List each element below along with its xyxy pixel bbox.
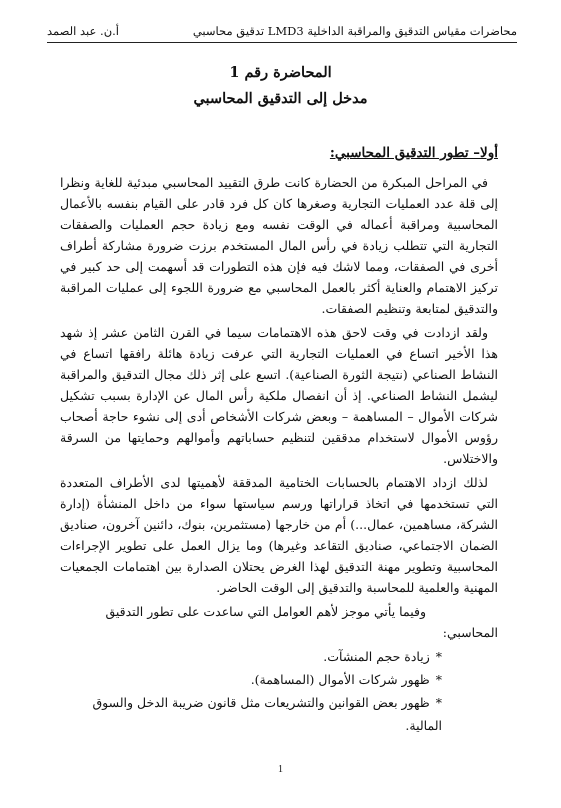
author-name: أ.ن. عبد الصمد bbox=[47, 24, 119, 38]
document-body bbox=[60, 140, 498, 737]
page-number: 1 bbox=[278, 764, 283, 775]
page-header bbox=[47, 20, 517, 43]
paragraph-2: ولقد ازدادت في وقت لاحق هذه الاهتمامات سيما في القرن الثامن عشر إذ شهد هذا الأخير اتساع في العمليات التجارية التي عرفت زيادة هائلة رافقها اتساع في النشاط الصناعي (نتيجة الثورة الصناعية). اتسع على إثر ذلك مجال التدقيق والمراقبة ليشمل النشاط الصناعي. إذ أن انفصال ملكية رأس المال عن الإدارة بسبب تشكيل شركات الأموال – المساهمة – وبعض شركات الأشخاص أدى إلى نشوء حاجة أصحاب رؤوس الأموال لاستخدام مدققين لتنظيم حساباتهم وأموالهم وحمايتها من السرقة والاختلاس. bbox=[60, 325, 498, 466]
factors-intro: وفيما يأتي موجز لأهم العوامل التي ساعدت على تطور التدقيق المحاسبي: bbox=[105, 604, 498, 640]
paragraph-3: لذلك ازداد الاهتمام بالحسابات الختامية المدققة لأهميتها لدى الأطراف المتعددة التي تستخدمها في اتخاذ قراراتها ورسم سياستها سواء من داخل المنشأة (إدارة الشركة، مساهمين، عمال...) أم من خارجها (مستثمرين، بنوك، دائنين آخرون، صناديق الضمان الاجتماعي، صناديق التقاعد وغيرها) وما يزال العمل على تطوير الإجراءات المحاسبية وتطوير مهنة التدقيق لهذا الغرض يحتلان الصدارة بين اهتمامات الجمعيات المهنية والعلمية للمحاسبة والتدقيق إلى الوقت الحاضر. bbox=[60, 475, 498, 595]
bullet-star-icon: * bbox=[435, 672, 442, 687]
bullet-star-icon: * bbox=[435, 649, 442, 664]
lecture-number: المحاضرة رقم 1 bbox=[229, 64, 332, 81]
lecture-title: مدخل إلى التدقيق المحاسبي bbox=[193, 90, 368, 107]
course-title: محاضرات مقياس التدقيق والمراقبة الداخلية LMD3 تدقيق محاسبي bbox=[192, 24, 517, 38]
list-item: *زيادة حجم المنشآت. bbox=[323, 649, 442, 664]
paragraph-1: في المراحل المبكرة من الحضارة كانت طرق التقييد المحاسبي مبدئية للغاية ونظرا إلى قلة عدد العمليات التجارية وصغرها كان كل فرد قادر على القيام بنفسه بالأعمال المحاسبية ومراقبة أعماله في الوقت نفسه ومع زيادة حجم العمليات والصفقات التجارية التي تتطلب زيادة في رأس المال المستخدم برزت ضرورة مشاركة أطراف أخرى في الصفقات، ومما لاشك فيه فإن هذه التطورات قد أسهمت إلى حد كبير في تركيز الاهتمام والعناية أكثر بالعمل المحاسبي مع ضرورة اللجوء إلى عمليات المراقبة والتدقيق لمتابعة وتنظيم الصفقات. bbox=[60, 175, 498, 316]
section-heading: أولا– تطور التدقيق المحاسبي: bbox=[329, 145, 498, 161]
factors-list bbox=[60, 645, 498, 737]
list-item: *ظهور بعض القوانين والتشريعات مثل قانون ضريبة الدخل والسوق المالية. bbox=[92, 695, 442, 733]
list-item: *ظهور شركات الأموال (المساهمة). bbox=[250, 672, 442, 687]
bullet-star-icon: * bbox=[435, 695, 442, 710]
